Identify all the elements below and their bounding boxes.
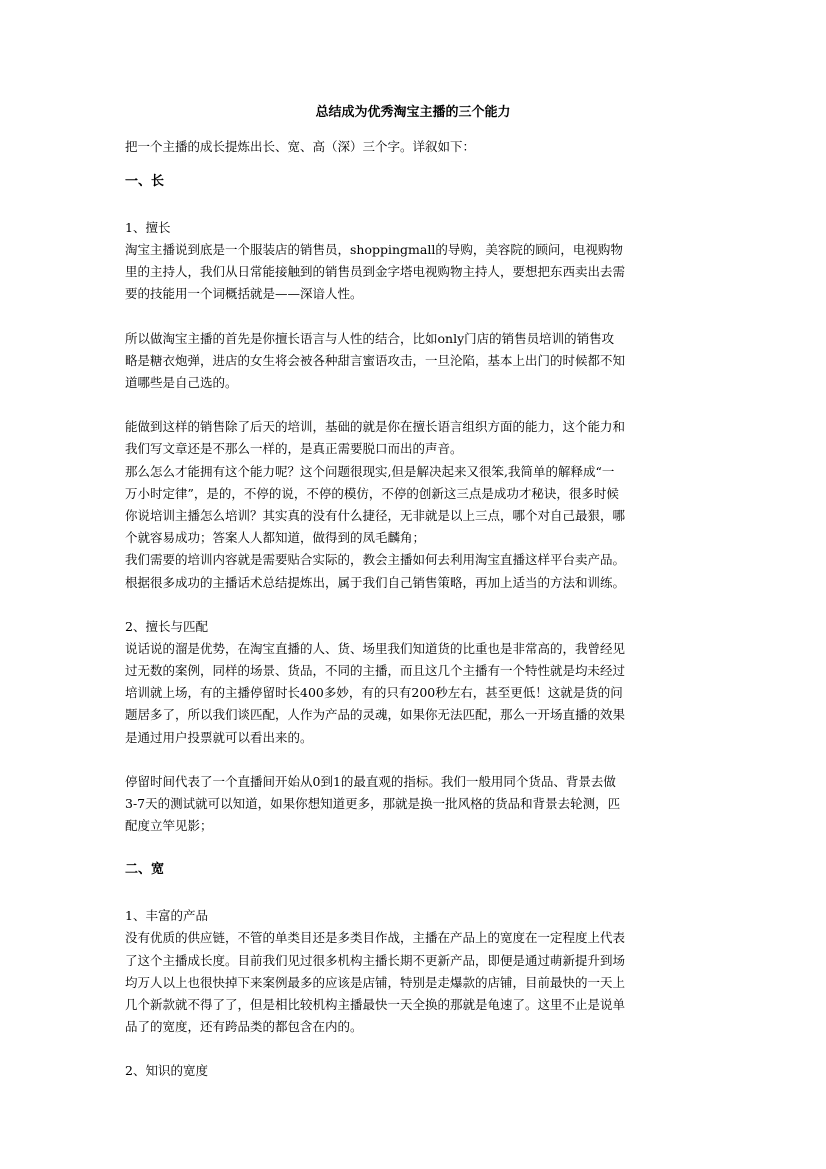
text-line: 我们写文章还是不那么一样的，是真正需要脱口而出的声音。	[125, 441, 463, 457]
text-line: 能做到这样的销售除了后天的培训，基础的就是你在擅长语言组织方面的能力，这个能力和	[125, 419, 626, 435]
document-title: 总结成为优秀淘宝主播的三个能力	[315, 105, 511, 120]
subheading-expertise: 1、擅长	[125, 220, 171, 235]
subheading-knowledge-breadth: 2、知识的宽度	[125, 1063, 208, 1079]
section-heading-wide: 二、宽	[125, 862, 165, 878]
intro-paragraph: 把一个主播的成长提炼出长、宽、高（深）三个字。详叙如下：	[125, 139, 476, 154]
subheading-rich-products: 1、丰富的产品	[125, 908, 208, 924]
text-line: 里的主持人，我们从日常能接触到的销售员到金字塔电视购物主持人，要想把东西卖出去需	[125, 264, 626, 280]
text-line: 几个新款就不得了了，但是相比较机构主播最快一天全换的那就是龟速了。这里不止是说单	[125, 997, 626, 1013]
text-line: 所以做淘宝主播的首先是你擅长语言与人性的结合，比如only门店的销售员培训的销售攻	[125, 330, 615, 346]
text-line: 题居多了，所以我们谈匹配，人作为产品的灵魂，如果你无法匹配，那么一开场直播的效果	[125, 707, 626, 723]
text-line: 那么怎么才能拥有这个能力呢？这个问题很现实,但是解决起来又很笨,我简单的解释成“一	[125, 463, 615, 479]
text-line: 略是糖衣炮弹，进店的女生将会被各种甜言蜜语攻击，一旦沦陷，基本上出门的时候都不知	[125, 352, 626, 368]
paragraph	[125, 416, 826, 594]
text-line: 均万人以上也很快掉下来案例最多的应该是店铺，特别是走爆款的店铺，目前最快的一天上	[125, 974, 626, 990]
text-line: 淘宝主播说到底是一个服装店的销售员，shoppingmall的导购，美容院的顾问，电视购物	[125, 242, 623, 257]
text-line: 了这个主播成长度。目前我们见过很多机构主播长期不更新产品，即便是通过萌新提升到场	[125, 952, 626, 968]
paragraph	[125, 638, 826, 749]
text-line: 是通过用户投票就可以看出来的。	[125, 729, 313, 745]
paragraph	[125, 927, 826, 1038]
text-line: 配度立竿见影；	[125, 818, 213, 834]
text-line: 万小时定律”，是的，不停的说，不停的模仿，不停的创新这三点是成功才秘诀，很多时候	[125, 485, 619, 501]
text-line: 你说培训主播怎么培训？其实真的没有什么捷径，无非就是以上三点，哪个对自己最狠，哪	[125, 508, 626, 524]
text-line: 根据很多成功的主播话术总结提炼出，属于我们自己销售策略，再加上适当的方法和训练。	[125, 574, 626, 590]
text-line: 说话说的溜是优势，在淘宝直播的人、货、场里我们知道货的比重也是非常高的，我曾经见	[125, 640, 626, 656]
text-line: 停留时间代表了一个直播间开始从0到1的最直观的指标。我们一般用同个货品、背景去做	[125, 773, 616, 789]
text-line: 个就容易成功；答案人人都知道，做得到的凤毛麟角；	[125, 530, 426, 546]
paragraph	[125, 328, 826, 395]
text-line: 要的技能用一个词概括就是——深谙人性。	[125, 286, 363, 302]
text-line: 没有优质的供应链，不管的单类目还是多类目作战，主播在产品上的宽度在一定程度上代表	[125, 930, 626, 946]
text-line: 培训就上场，有的主播停留时长400多妙，有的只有200秒左右，甚至更低！这就是货的问	[125, 685, 623, 701]
text-line: 道哪些是自己选的。	[125, 375, 238, 391]
subheading-expertise-and-matching: 2、擅长与匹配	[125, 618, 208, 634]
text-line: 3-7天的测试就可以知道，如果你想知道更多，那就是换一批风格的货品和背景去轮测，匹	[125, 796, 621, 812]
text-line: 我们需要的培训内容就是需要贴合实际的，教会主播如何去利用淘宝直播这样平台卖产品。	[125, 552, 626, 568]
text-line: 品了的宽度，还有跨品类的都包含在内的。	[125, 1019, 363, 1035]
paragraph	[125, 771, 826, 838]
section-heading-long: 一、长	[125, 174, 165, 189]
text-line: 过无数的案例，同样的场景、货品，不同的主播，而且这几个主播有一个特性就是均未经过	[125, 663, 626, 679]
paragraph	[125, 239, 826, 306]
